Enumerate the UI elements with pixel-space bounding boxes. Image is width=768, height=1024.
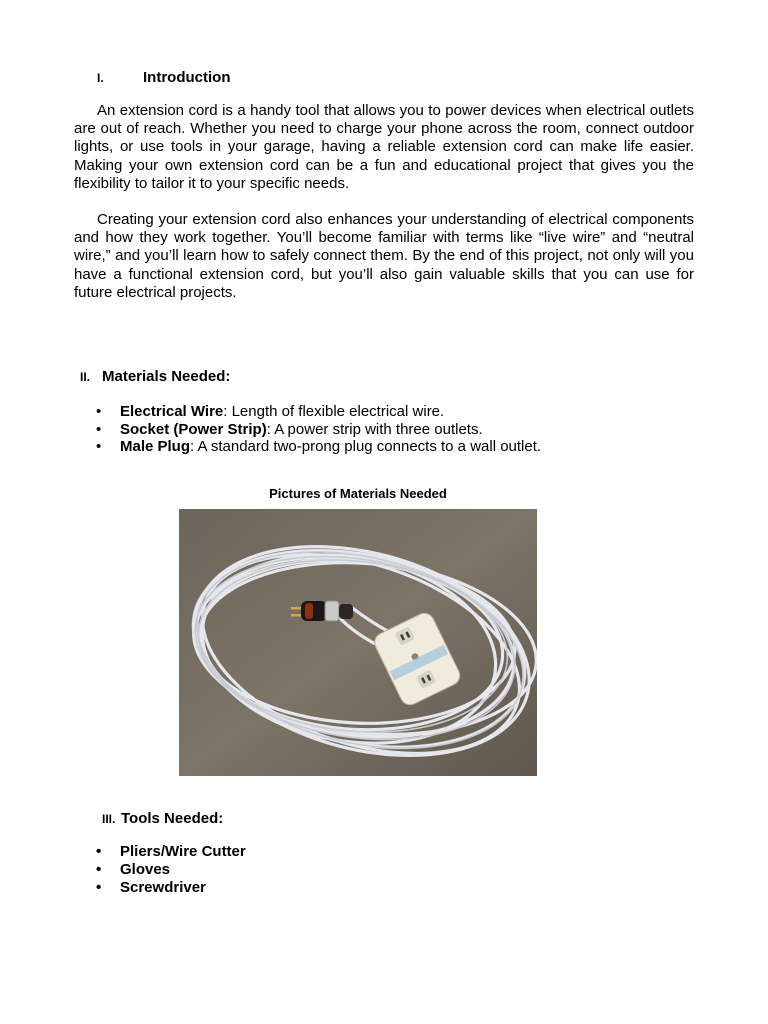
material-desc: : A standard two-prong plug connects to a wall outlet. [190, 438, 542, 455]
bullet-icon: • [96, 861, 102, 879]
tool-name: Screwdriver [120, 879, 206, 897]
intro-heading [97, 69, 230, 87]
bullet-icon: • [96, 843, 102, 860]
materials-title: Materials Needed: [102, 368, 231, 385]
figure-caption: Pictures of Materials Needed [269, 486, 447, 501]
tools-heading [102, 810, 223, 828]
list-item [74, 438, 541, 456]
list-item [74, 843, 246, 861]
materials-numeral: II. [80, 370, 91, 384]
intro-numeral: I. [97, 71, 104, 85]
material-name: Electrical Wire [120, 403, 224, 420]
materials-photo [179, 509, 537, 776]
material-desc: : A power strip with three outlets. [266, 420, 483, 438]
intro-title: Introduction [143, 69, 231, 86]
list-item [74, 861, 246, 879]
list-item [74, 403, 541, 421]
tool-name: Gloves [120, 861, 171, 879]
list-item [74, 879, 246, 897]
bullet-icon: • [96, 420, 102, 438]
intro-paragraph-1: An extension cord is a handy tool that allows you to power devices when electrical outlets are out of reach. Whether you need to charge your phone across the room, connect outdoor lights, or use tools in your garage, having a reliable extension cord can make life easier. Making your own extension cord can be a fun and educational project that gives you the flexibility to tailor it to your specific needs. [74, 102, 694, 192]
tool-name: Pliers/Wire Cutter [120, 843, 246, 860]
materials-list [74, 403, 541, 456]
material-name: Socket (Power Strip) [120, 420, 267, 438]
intro-paragraph-2: Creating your extension cord also enhances your understanding of electrical components and how they work together. You’ll become familiar with terms like “live wire” and “neutral wire,” and you’ll learn how to safely connect them. By the end of this project, not only will you have a functional extension cord, but you’ll also gain valuable skills that you can use for future electrical projects. [74, 211, 694, 301]
materials-heading [80, 368, 230, 386]
tools-title: Tools Needed: [121, 810, 224, 827]
bullet-icon: • [96, 438, 102, 455]
bullet-icon: • [96, 879, 102, 897]
tools-numeral: III. [102, 812, 116, 826]
tools-list [74, 843, 246, 898]
bullet-icon: • [96, 403, 102, 420]
material-desc: : Length of flexible electrical wire. [223, 403, 445, 420]
list-item [74, 421, 541, 439]
material-name: Male Plug [120, 438, 191, 455]
